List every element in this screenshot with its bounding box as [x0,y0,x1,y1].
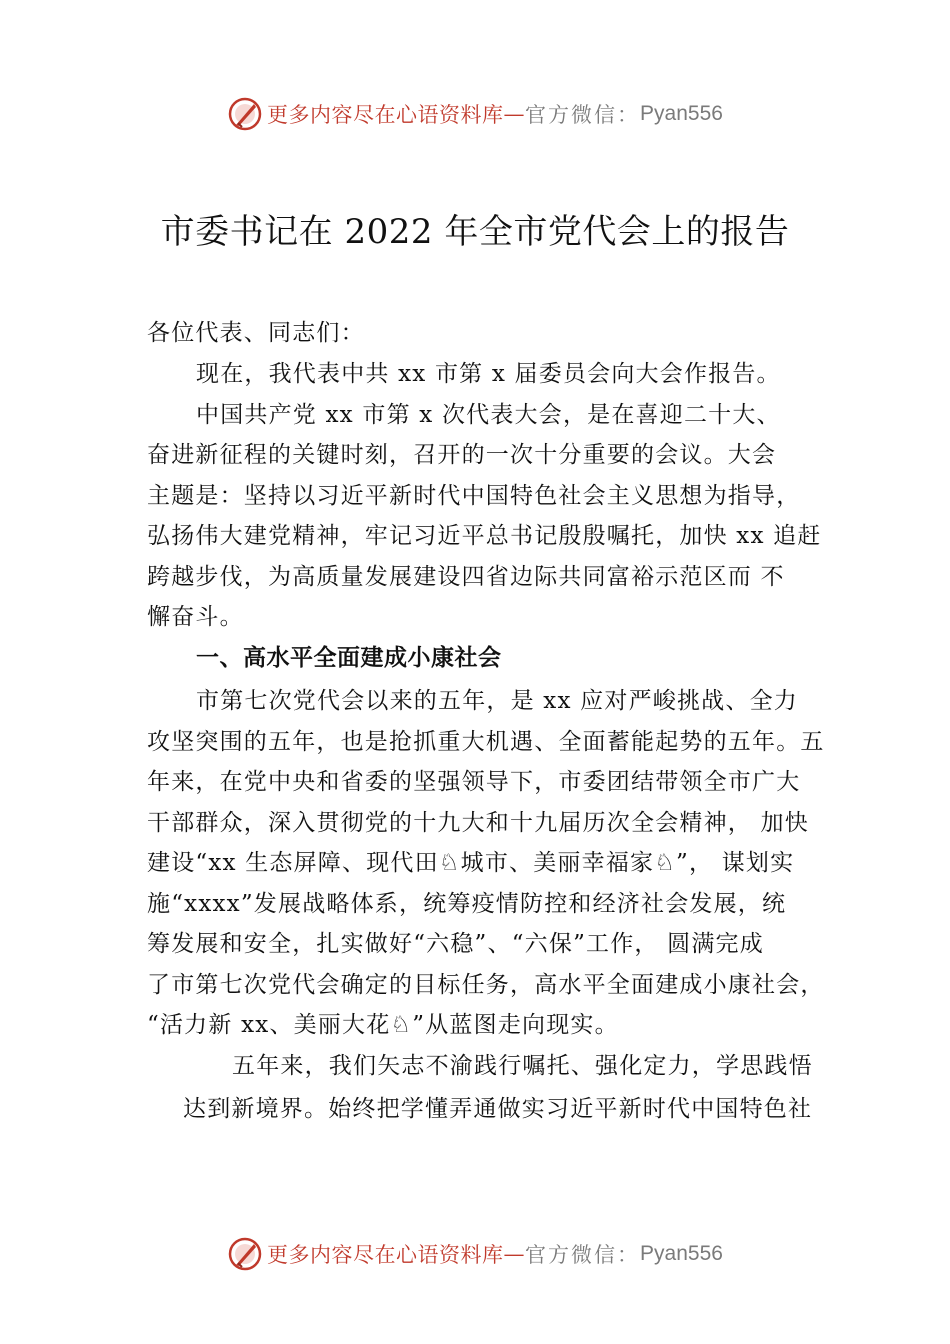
banner-separator: — [503,1242,526,1266]
body-line-3: 奋进新征程的关键时刻，召开的一次十分重要的会议。大会 [147,442,777,468]
quill-logo-icon [227,1236,263,1272]
banner-text: 更多内容尽在心语资料库 [267,1243,504,1267]
document-title: 市委书记在 2022 年全市党代会上的报告 [160,212,790,252]
body-line-16: “活力新 xx、美丽大花♘”从蓝图走向现实。 [147,1012,619,1038]
body-line-12: 建设“xx 生态屏障、现代田♘城市、美丽幸福家♘”， 谋划实 [147,850,795,876]
banner-wechat-id: Pyan556 [640,1242,723,1265]
body-line-6: 跨越步伐，为高质量发展建设四省边际共同富裕示范区而 不 [147,564,785,590]
body-line-14: 筹发展和安全，扎实做好“六稳”、“六保”工作， 圆满完成 [147,931,764,957]
banner-separator: — [503,102,526,126]
banner-wechat-id: Pyan556 [640,102,723,125]
body-line-2: 中国共产党 xx 市第 x 次代表大会，是在喜迎二十大、 [196,402,781,428]
body-line-5: 弘扬伟大建党精神，牢记习近平总书记殷殷嘱托，加快 xx 追赶 [147,523,822,549]
body-line-11: 干部群众，深入贯彻党的十九大和十九届历次全会精神， 加快 [147,810,809,836]
body-line-17: 五年来，我们矢志不渝践行嘱托、强化定力，学思践悟 [232,1053,813,1079]
body-line-9: 攻坚突围的五年，也是抢抓重大机遇、全面蓄能起势的五年。五 [147,729,825,755]
banner-wechat-label: 官方微信： [525,103,641,127]
body-line-4: 主题是：坚持以习近平新时代中国特色社会主义思想为指导， [147,483,801,509]
salutation: 各位代表、同志们： [147,320,365,346]
body-line-13: 施“xxxx”发展战略体系，统筹疫情防控和经济社会发展，统 [147,891,787,917]
footer-watermark-banner [0,1234,950,1274]
section-heading: 一、高水平全面建成小康社会 [196,645,502,671]
body-line-10: 年来，在党中央和省委的坚强领导下，市委团结带领全市广大 [147,769,801,795]
body-line-8: 市第七次党代会以来的五年，是 xx 应对严峻挑战、全力 [196,688,798,714]
header-watermark-banner [0,94,950,134]
body-line-15: 了市第七次党代会确定的目标任务，高水平全面建成小康社会， [147,972,825,998]
body-line-1: 现在，我代表中共 xx 市第 x 届委员会向大会作报告。 [196,361,781,387]
body-line-7: 懈奋斗。 [147,604,244,630]
banner-text: 更多内容尽在心语资料库 [267,103,504,127]
banner-wechat-label: 官方微信： [525,1243,641,1267]
body-line-18: 达到新境界。始终把学懂弄通做实习近平新时代中国特色社 [183,1096,813,1122]
quill-logo-icon [227,96,263,132]
